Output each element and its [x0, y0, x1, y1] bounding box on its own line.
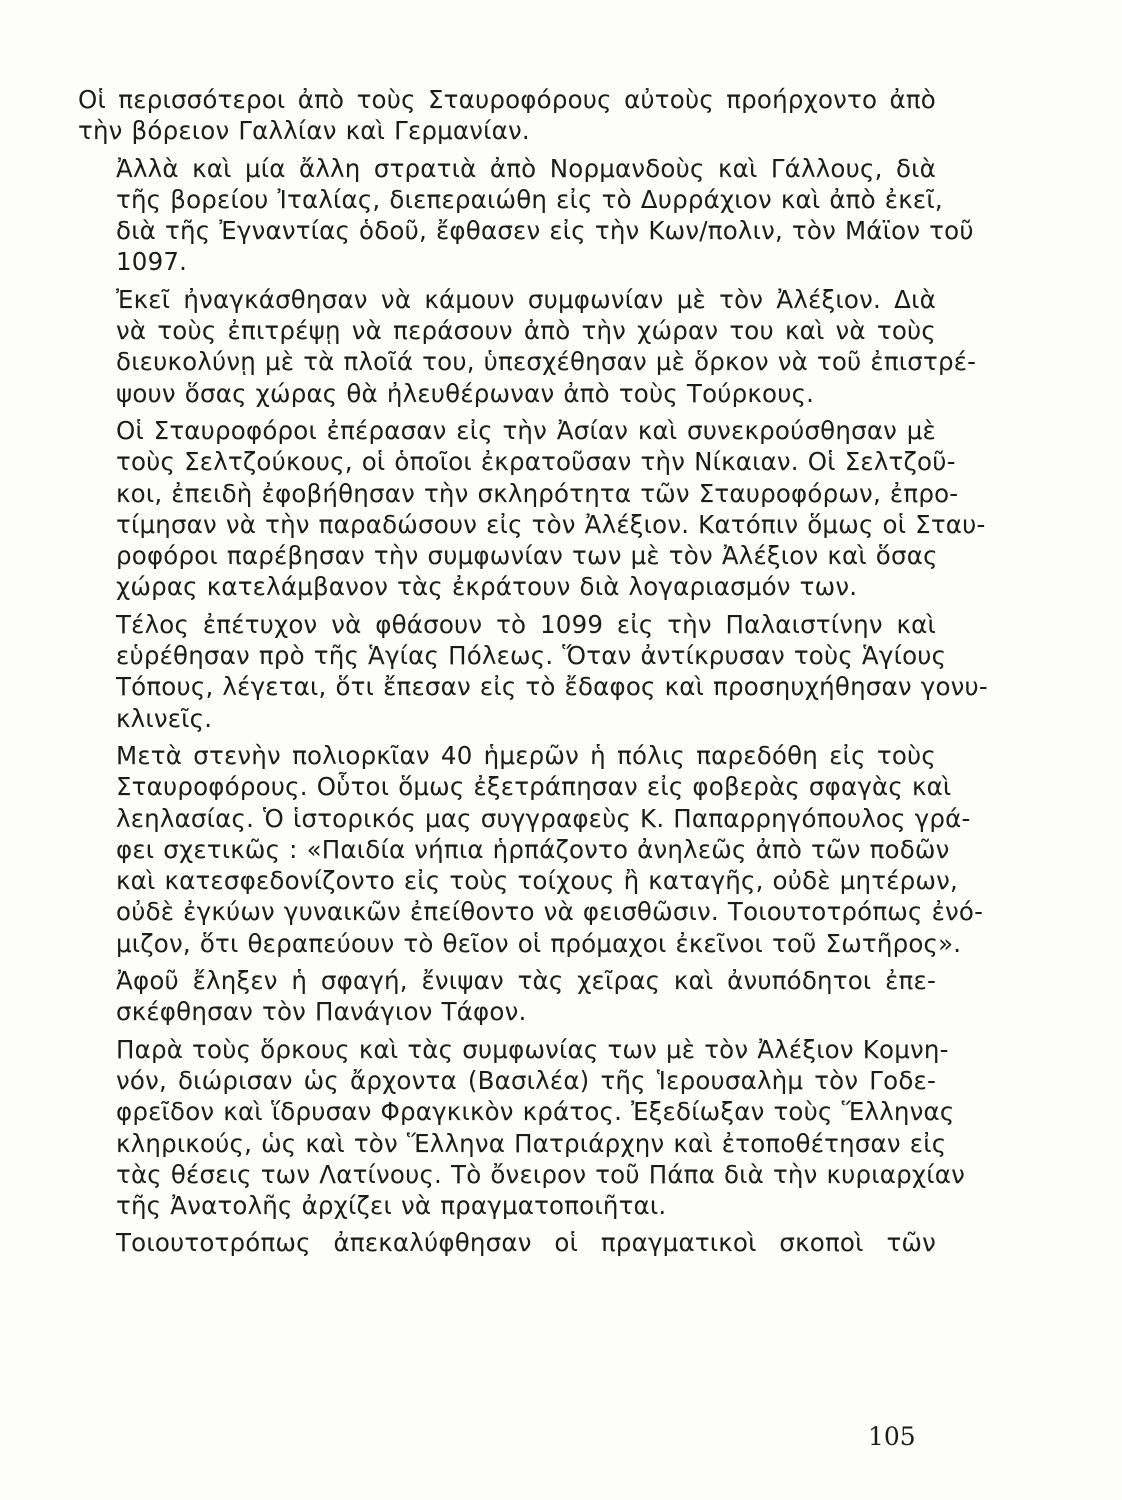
paragraph [78, 965, 936, 1028]
text-line: εὑρέθησαν πρὸ τῆς Ἁγίας Πόλεως. Ὅταν ἀντίκρυσαν τοὺς Ἁγίους [116, 641, 947, 671]
text-line: καὶ κατεσφεδονίζοντο εἰς τοὺς τοίχους ἢ καταγῆς, οὐδὲ μητέρων, [116, 866, 958, 896]
text-line: νόν, διώρισαν ὡς ἄρχοντα (Βασιλέα) τῆς Ἱερουσαλὴμ τὸν Γοδε- [116, 1065, 936, 1095]
text-line: ροφόροι παρέβησαν τὴν συμφωνίαν των μὲ τὸν Ἀλέξιον καὶ ὅσας [116, 541, 938, 571]
paragraph [78, 1227, 936, 1258]
text-line: κοι, ἐπειδὴ ἐφοβήθησαν τὴν σκληρότητα τῶν Σταυροφόρων, ἐπρο- [116, 478, 959, 508]
text-line: τῆς βορείου Ἰταλίας, διεπεραιώθη εἰς τὸ Δυρράχιον καὶ ἀπὸ ἐκεῖ, [116, 184, 943, 214]
text-line: Τόπους, λέγεται, ὅτι ἔπεσαν εἰς τὸ ἔδαφος καὶ προσηυχήθησαν γονυ- [116, 672, 988, 702]
text-line: διὰ τῆς Ἐγναντίας ὁδοῦ, ἔφθασεν εἰς τὴν Κων/πολιν, τὸν Μάϊον τοῦ [116, 216, 974, 246]
text-line: 1097. [116, 247, 188, 277]
text-line: οὐδὲ ἐγκύων γυναικῶν ἐπείθοντο νὰ φεισθῶσιν. Τοιουτοτρόπως ἐνό- [116, 897, 984, 927]
text-line: Τοιουτοτρόπως ἀπεκαλύφθησαν οἱ πραγματικοὶ σκοποὶ τῶν [116, 1228, 936, 1258]
paragraph [78, 153, 974, 278]
text-line: Τέλος ἐπέτυχον νὰ φθάσουν τὸ 1099 εἰς τὴν Παλαιστίνην καὶ [116, 609, 936, 639]
text-line: τίμησαν νὰ τὴν παραδώσουν εἰς τὸν Ἀλέξιον. Κατόπιν ὅμως οἱ Σταυ- [116, 509, 986, 539]
text-line: Σταυροφόρους. Οὗτοι ὅμως ἐξετράπησαν εἰς φοβερὰς σφαγὰς καὶ [116, 772, 952, 802]
text-line: μιζον, ὅτι θεραπεύουν τὸ θεῖον οἱ πρόμαχοι ἐκεῖνοι τοῦ Σωτῆρος». [116, 928, 962, 958]
text-line: Ἐκεῖ ἠναγκάσθησαν νὰ κάμουν συμφωνίαν μὲ τὸν Ἀλέξιον. Διὰ [116, 284, 936, 314]
paragraph [78, 84, 936, 147]
text-line: Ἀλλὰ καὶ μία ἄλλη στρατιὰ ἀπὸ Νορμανδοὺς καὶ Γάλλους, διὰ [116, 153, 936, 183]
text-line: Μετὰ στενὴν πολιορκῖαν 40 ἡμερῶν ἡ πόλις παρεδόθη εἰς τοὺς [116, 740, 936, 770]
text-line: τῆς Ἀνατολῆς ἀρχίζει νὰ πραγματοποιῆται. [116, 1191, 667, 1221]
text-line: διευκολύνῃ μὲ τὰ πλοῖά του, ὑπεσχέθησαν μὲ ὅρκον νὰ τοῦ ἐπιστρέ- [116, 347, 977, 377]
text-line: Οἱ Σταυροφόροι ἐπέρασαν εἰς τὴν Ἀσίαν καὶ συνεκρούσθησαν μὲ [116, 415, 936, 445]
text-line: κλινεῖς. [116, 703, 213, 733]
text-line: χώρας κατελάμβανον τὰς ἐκράτουν διὰ λογαριασμόν των. [116, 572, 858, 602]
text-line: τοὺς Σελτζούκους, οἱ ὁποῖοι ἐκρατοῦσαν τὴν Νίκαιαν. Οἱ Σελτζοῦ- [116, 447, 956, 477]
body-text [78, 84, 988, 1265]
paragraph [78, 1034, 965, 1222]
text-line: Ἀφοῦ ἔληξεν ἡ σφαγή, ἔνιψαν τὰς χεῖρας καὶ ἀνυπόδητοι ἐπε- [116, 966, 936, 996]
text-line: ψουν ὅσας χώρας θὰ ἠλευθέρωναν ἀπὸ τοὺς Τούρκους. [116, 378, 815, 408]
paragraph [78, 609, 988, 734]
text-line: τὴν βόρειον Γαλλίαν καὶ Γερμανίαν. [78, 116, 530, 146]
text-line: φει σχετικῶς : «Παιδία νήπια ἡρπάζοντο ἀνηλεῶς ἀπὸ τῶν ποδῶν [116, 834, 950, 864]
paragraph [78, 284, 977, 409]
text-line: νὰ τοὺς ἐπιτρέψῃ νὰ περάσουν ἀπὸ τὴν χώραν του καὶ νὰ τοὺς [116, 316, 936, 346]
text-line: Οἱ περισσότεροι ἀπὸ τοὺς Σταυροφόρους αὐτοὺς προήρχοντο ἀπὸ [78, 85, 936, 114]
text-line: λεηλασίας. Ὁ ἱστορικός μας συγγραφεὺς Κ. Παπαρρηγόπουλος γρά- [116, 803, 971, 833]
text-line: κληρικούς, ὡς καὶ τὸν Ἕλληνα Πατριάρχην καὶ ἐτοποθέτησαν εἰς [116, 1128, 947, 1158]
paragraph [78, 740, 984, 959]
text-line: τὰς θέσεις των Λατίνους. Τὸ ὄνειρον τοῦ Πάπα διὰ τὴν κυριαρχίαν [116, 1159, 965, 1189]
text-line: φρεῖδον καὶ ἵδρυσαν Φραγκικὸν κράτος. Ἐξεδίωξαν τοὺς Ἕλληνας [116, 1097, 955, 1127]
paragraph [78, 415, 986, 603]
text-line: Παρὰ τοὺς ὅρκους καὶ τὰς συμφωνίας των μὲ τὸν Ἀλέξιον Κομνη- [116, 1034, 949, 1064]
page-number: 105 [868, 1422, 916, 1451]
text-line: σκέφθησαν τὸν Πανάγιον Τάφον. [116, 997, 527, 1027]
